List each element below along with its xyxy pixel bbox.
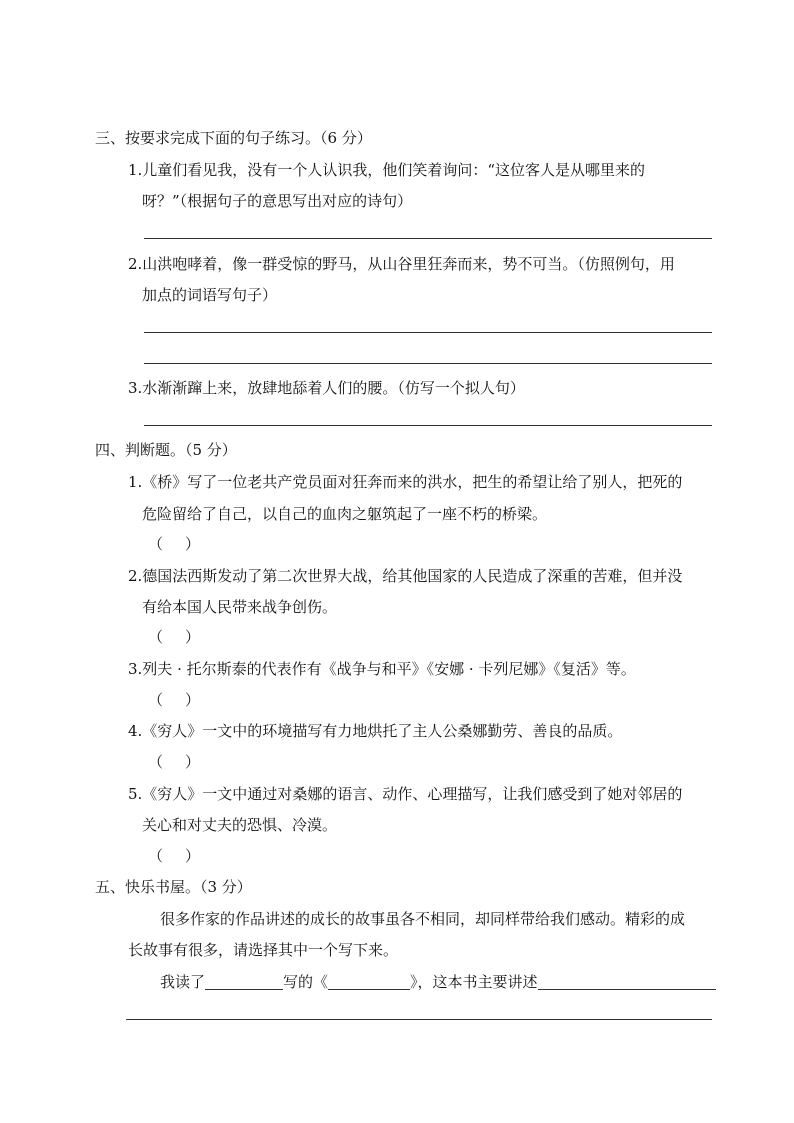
section4-q3-line1: 3.列夫 · 托尔斯泰的代表作有《战争与和平》《安娜 · 卡列尼娜》《复活》等。 [128,660,636,678]
section4-heading: 四、判断题。（5 分） [95,441,237,459]
judge-paren-q4[interactable]: （ ） [148,753,201,771]
answer-line-q5[interactable] [126,1019,712,1020]
section5-fill-sentence [160,972,716,992]
book-title-blank[interactable] [328,973,410,990]
judge-paren-q5[interactable]: （ ） [148,847,201,865]
summary-blank[interactable] [538,973,716,990]
section4-q5-line2: 关心和对丈夫的恐惧、冷漠。 [142,816,338,834]
section5-para-line2: 长故事有很多，请选择其中一个写下来。 [128,941,399,959]
section5-heading: 五、快乐书屋。（3 分） [95,878,252,896]
section3-q2-line2: 加点的词语写句子） [142,286,278,304]
fill-text-2: 写的《 [283,973,329,991]
section3-q1-line1: 1.儿童们看见我，没有一个人认识我，他们笑着询问：“这位客人是从哪里来的 [128,161,645,179]
judge-paren-q3[interactable]: （ ） [148,691,201,709]
judge-paren-q2[interactable]: （ ） [148,628,201,646]
section4-q1-line2: 危险留给了自己，以自己的血肉之躯筑起了一座不朽的桥梁。 [142,505,548,523]
section3-q2-line1: 2.山洪咆哮着，像一群受惊的野马，从山谷里狂奔而来，势不可当。（仿照例句，用 [128,255,675,273]
judge-paren-q1[interactable]: （ ） [148,535,201,553]
section3-q3-line1: 3.水渐渐蹿上来，放肆地舔着人们的腰。（仿写一个拟人句） [128,379,525,397]
section4-q5-line1: 5.《穷人》一文中通过对桑娜的语言、动作、心理描写，让我们感受到了她对邻居的 [128,785,683,803]
section4-q2-line1: 2.德国法西斯发动了第二次世界大战，给其他国家的人民造成了深重的苦难，但并没 [128,567,683,585]
answer-line-q3-2a[interactable] [144,332,712,333]
answer-line-q3-3[interactable] [144,425,712,426]
answer-line-q3-1[interactable] [144,238,712,239]
section5-para-line1: 很多作家的作品讲述的成长的故事虽各不相同，却同样带给我们感动。精彩的成 [160,910,686,928]
section4-q1-line1: 1.《桥》写了一位老共产党员面对狂奔而来的洪水，把生的希望让给了别人，把死的 [128,473,683,491]
fill-text-1: 我读了 [160,973,206,991]
section4-q4-line1: 4.《穷人》一文中的环境描写有力地烘托了主人公桑娜勤劳、善良的品质。 [128,722,623,740]
section3-heading: 三、按要求完成下面的句子练习。（6 分） [95,129,372,147]
section4-q2-line2: 有给本国人民带来战争创伤。 [142,598,338,616]
fill-text-3: 》，这本书主要讲述 [410,973,538,991]
section3-q1-line2: 呀？”（根据句子的意思写出对应的诗句） [142,192,413,210]
answer-line-q3-2b[interactable] [144,363,712,364]
author-blank[interactable] [205,973,283,990]
